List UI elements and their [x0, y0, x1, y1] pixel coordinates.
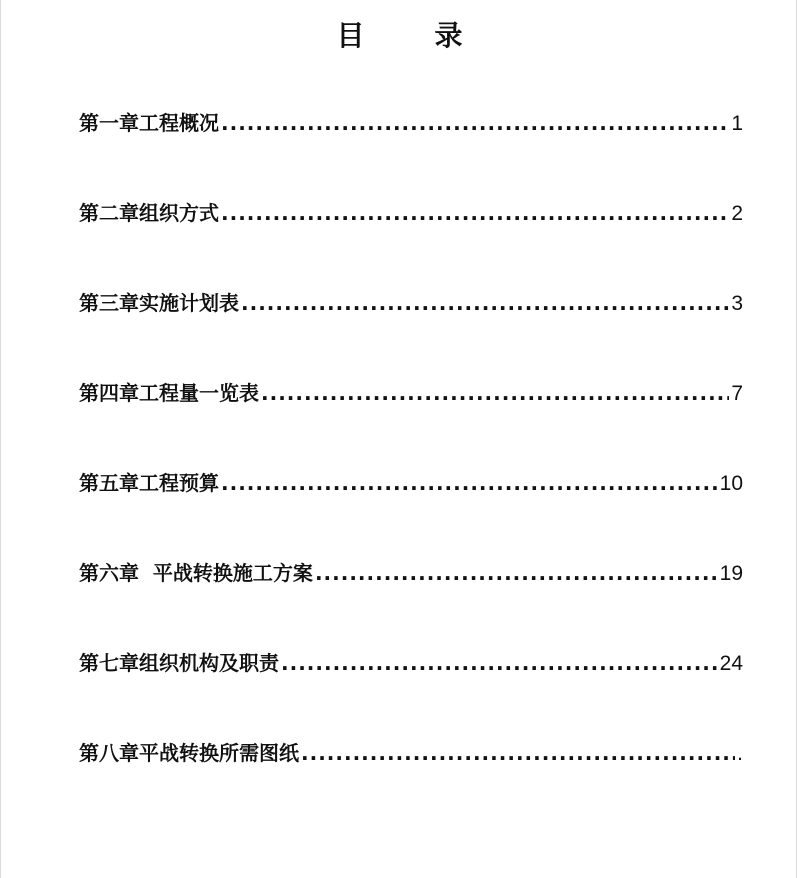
page-title-char-2: 录 — [434, 19, 463, 52]
page-title-char-1: 目 — [336, 19, 365, 52]
toc-entry-label: 第四章工程量一览表 — [79, 381, 259, 405]
page-title — [1, 14, 797, 54]
toc-page-number: 2 — [731, 202, 743, 225]
toc-entry-label: 第五章工程预算 — [79, 471, 219, 495]
toc-entry-label: 第一章工程概况 — [79, 111, 219, 135]
toc-entry-label: 第七章组织机构及职责 — [79, 651, 279, 675]
toc-entry[interactable] — [79, 556, 743, 590]
toc-page-number: 10 — [719, 472, 743, 495]
toc-page-number: 19 — [719, 562, 743, 585]
toc-entry[interactable] — [79, 286, 743, 320]
toc-page-number: 7 — [731, 382, 743, 405]
toc-page-number: . — [737, 742, 743, 765]
toc-entry[interactable] — [79, 466, 743, 500]
toc-leader-dots — [261, 376, 729, 410]
toc-entry[interactable] — [79, 106, 743, 140]
toc-entry-label: 第三章实施计划表 — [79, 291, 239, 315]
toc-leader-dots — [241, 286, 729, 320]
toc-entry-label: 第八章平战转换所需图纸 — [79, 741, 299, 765]
toc-entry-label: 第二章组织方式 — [79, 201, 219, 225]
toc-leader-dots — [221, 196, 729, 230]
toc-leader-dots — [221, 106, 729, 140]
toc-page-number: 24 — [719, 652, 743, 675]
table-of-contents — [79, 106, 743, 826]
toc-leader-dots — [315, 556, 718, 590]
toc-entry-label: 第六章 平战转换施工方案 — [79, 561, 313, 585]
toc-leader-dots — [301, 736, 735, 770]
toc-entry[interactable] — [79, 646, 743, 680]
toc-entry[interactable] — [79, 376, 743, 410]
toc-entry[interactable] — [79, 196, 743, 230]
toc-leader-dots — [221, 466, 718, 500]
toc-entry[interactable] — [79, 736, 743, 770]
toc-page-number: 3 — [731, 292, 743, 315]
toc-page-number: 1 — [731, 112, 743, 135]
toc-leader-dots — [281, 646, 718, 680]
